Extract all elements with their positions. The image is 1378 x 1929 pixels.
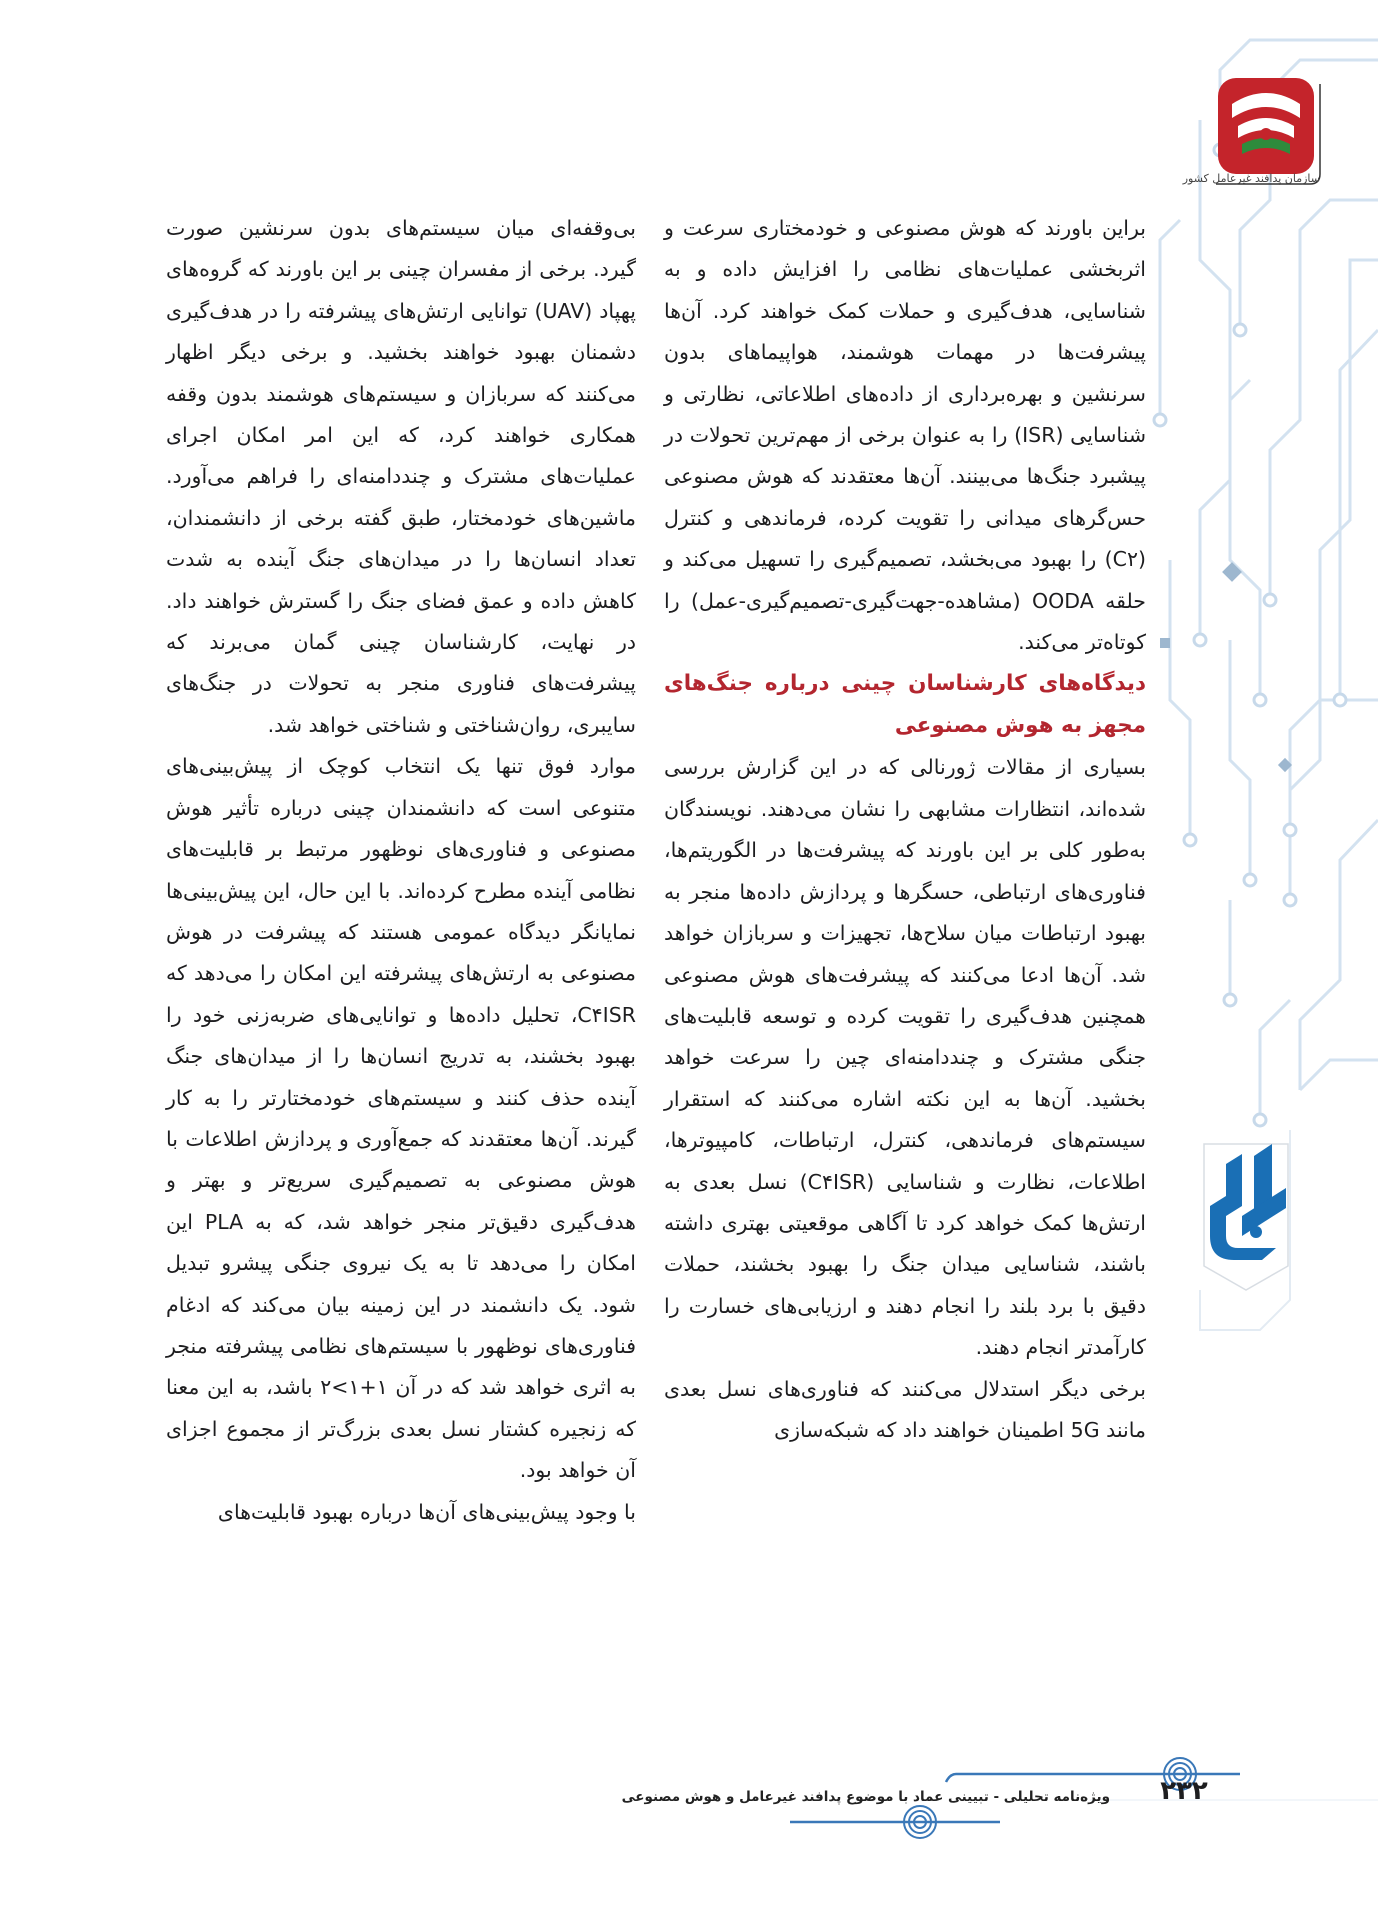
left-paragraph-1: بی‌وقفه‌ای میان سیستم‌های بدون سرنشین صورت گیرد. برخی از مفسران چینی بر این باورند که گروه‌های پهپاد (UAV) توانایی ارتش‌های پیشرفته را در هدف‌گیری دشمنان بهبود خواهند بخشید. و برخی دیگر اظهار می‌کنند که سربازان و سیستم‌های هوشمند بدون وقفه همکاری خواهند کرد، که این امر امکان اجرای عملیات‌های مشترک و چنددامنه‌ای را فراهم می‌آورد. ماشین‌های خودمختار، طبق گفته برخی از دانشمندان، تعداد انسان‌ها را در میدان‌های جنگ آینده به شدت کاهش داده و عمق فضای جنگ را گسترش خواهند داد. در نهایت، کارشناسان چینی گمان می‌برند که پیشرفت‌های فناوری منجر به تحولات در جنگ‌های سایبری، روان‌شناختی و شناختی خواهد شد.	[166, 216, 637, 737]
left-paragraph-2: موارد فوق تنها یک انتخاب کوچک از پیش‌بینی‌های متنوعی است که دانشمندان چینی درباره تأثیر هوش مصنوعی و فناوری‌های نوظهور مرتبط بر قابلیت‌های نظامی آینده مطرح کرده‌اند. با این حال، این پیش‌بینی‌ها نمایانگر دیدگاه عمومی هستند که پیشرفت در هوش مصنوعی به ارتش‌های پیشرفته این امکان را می‌دهد که C۴ISR، تحلیل داده‌ها و توانایی‌های ضربه‌زنی خود را بهبود بخشند، به تدریج انسان‌ها را از میدان‌های جنگ آینده حذف کنند و سیستم‌های خودمختارتر را به کار گیرند. آن‌ها معتقدند که جمع‌آوری و پردازش اطلاعات با هوش مصنوعی به تصمیم‌گیری سریع‌تر و بهتر و هدف‌گیری دقیق‌تر منجر خواهد شد، که به PLA این امکان را می‌دهد تا به یک نیروی جنگی پیشرو تبدیل شود. یک دانشمند در این زمینه بیان می‌کند که ادغام فناوری‌های نوظهور با سیستم‌های نظامی پیشرفته منجر به اثری خواهد شد که در آن ۱+۱>۲ باشد، به این معنا که زنجیره کشتار نسل بعدی بزرگ‌تر از مجموع اجزای آن خواهد بود.	[166, 754, 636, 1483]
section-title: دیدگاه‌های کارشناسان چینی درباره جنگ‌های مجهز به هوش مصنوعی	[664, 671, 1146, 739]
right-column	[664, 208, 1146, 1451]
footer-title: ویژه‌نامه تحلیلی - تبیینی عماد با موضوع پدافند غیرعامل و هوش مصنوعی	[621, 1789, 1110, 1805]
right-paragraph-2: بسیاری از مقالات ژورنالی که در این گزارش بررسی شده‌اند، انتظارات مشابهی را نشان می‌دهند. نویسندگان به‌طور کلی بر این باورند که پیشرفت‌ها در الگوریتم‌ها، فناوری‌های ارتباطی، حسگرها و پردازش داده‌ها منجر به بهبود ارتباطات میان سلاح‌ها، تجهیزات و سربازان خواهد شد. آن‌ها ادعا می‌کنند که پیشرفت‌های هوش مصنوعی همچنین هدف‌گیری را تقویت کرده و توسعه قابلیت‌های جنگی مشترک و چنددامنه‌ای چین را سرعت خواهد بخشید. آن‌ها به این نکته اشاره می‌کنند که استقرار سیستم‌های فرماندهی، کنترل، ارتباطات، کامپیوترها، اطلاعات، نظارت و شناسایی (C۴ISR) نسل بعدی به ارتش‌ها کمک خواهد کرد تا آگاهی موقعیتی بهتری داشته باشند، شناسایی میدان جنگ را بهبود بخشند، حملات دقیق با برد بلند را انجام دهند و ارزیابی‌های خسارت را کارآمدتر انجام دهند.	[664, 755, 1146, 1360]
page-number: ۲۳۲	[1160, 1776, 1208, 1806]
footer-wave-decoration	[0, 1752, 1378, 1862]
left-column	[166, 208, 636, 1533]
left-paragraph-3: با وجود پیش‌بینی‌های آن‌ها درباره بهبود قابلیت‌های	[217, 1499, 636, 1524]
emad-logo	[1196, 1136, 1296, 1296]
right-paragraph-3: برخی دیگر استدلال می‌کنند که فناوری‌های نسل بعدی مانند 5G اطمینان خواهند داد که شبکه‌سازی	[664, 1376, 1146, 1442]
passive-defense-logo-caption: سازمان پدافند غیرعامل کشور	[1182, 172, 1320, 185]
right-paragraph-1: براین باورند که هوش مصنوعی و خودمختاری سرعت و اثربخشی عملیات‌های نظامی را افزایش داده و به شناسایی، هدف‌گیری و حملات کمک خواهند کرد. آن‌ها پیشرفت‌ها در مهمات هوشمند، هواپیماهای بدون سرنشین و بهره‌برداری از داده‌های اطلاعاتی، نظارتی و شناسایی (ISR) را به عنوان برخی از مهم‌ترین تحولات در پیشبرد جنگ‌ها می‌بینند. آن‌ها معتقدند که هوش مصنوعی حس‌گرهای میدانی را تقویت کرده، فرماندهی و کنترل (C۲) را بهبود می‌بخشد، تصمیم‌گیری را تسهیل می‌کند و حلقه OODA (مشاهده-جهت‌گیری-تصمیم‌گیری-عمل) را کوتاه‌تر می‌کند.	[664, 216, 1146, 655]
